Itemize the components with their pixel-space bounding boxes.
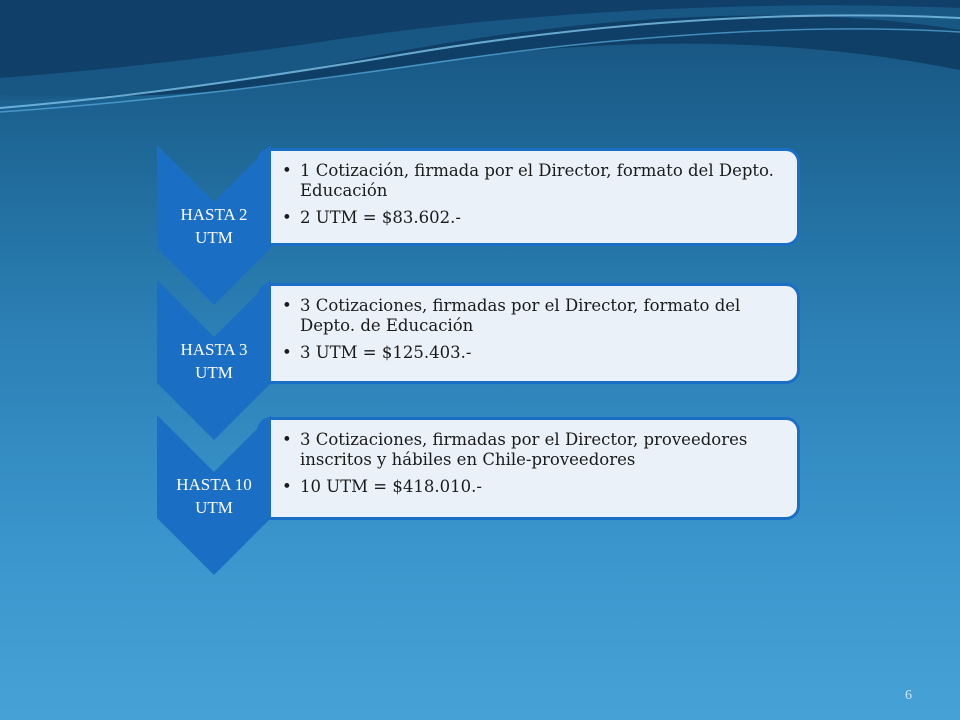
step-3-label: HASTA 10 UTM bbox=[176, 475, 252, 517]
step-3-bullet-2: • 10 UTM = $418.010.- bbox=[282, 477, 482, 496]
step-3-bullet-1: • 3 Cotizaciones, firmadas por el Director, proveedores inscritos y hábiles en Chile-proveedores bbox=[282, 430, 748, 469]
bullet-icon: • bbox=[282, 430, 292, 449]
page-number: 6 bbox=[905, 688, 912, 703]
bullet-icon: • bbox=[282, 296, 292, 315]
header-waves bbox=[0, 0, 960, 125]
bullet-icon: • bbox=[282, 477, 292, 496]
step-hasta-10-utm bbox=[157, 415, 807, 575]
step-2-bullet-1: • 3 Cotizaciones, firmadas por el Director, formato del Depto. de Educación bbox=[282, 296, 741, 335]
step-2-label: HASTA 3 UTM bbox=[180, 340, 248, 382]
step-1-bullet-2: • 2 UTM = $83.602.- bbox=[282, 208, 461, 227]
step-2-bullet-list bbox=[282, 296, 783, 363]
bullet-icon: • bbox=[282, 161, 292, 180]
step-3-details-box bbox=[257, 417, 800, 520]
step-1-bullet-list bbox=[282, 161, 783, 228]
step-2-bullet-2: • 3 UTM = $125.403.- bbox=[282, 343, 472, 362]
step-1-details-box bbox=[257, 148, 800, 246]
step-3-bullet-list bbox=[282, 430, 783, 497]
step-1-bullet-1: • 1 Cotización, firmada por el Director, formato del Depto. Educación bbox=[282, 161, 774, 200]
step-1-label: HASTA 2 UTM bbox=[180, 205, 248, 247]
bullet-icon: • bbox=[282, 343, 292, 362]
bullet-icon: • bbox=[282, 208, 292, 227]
step-2-details-box bbox=[257, 283, 800, 384]
